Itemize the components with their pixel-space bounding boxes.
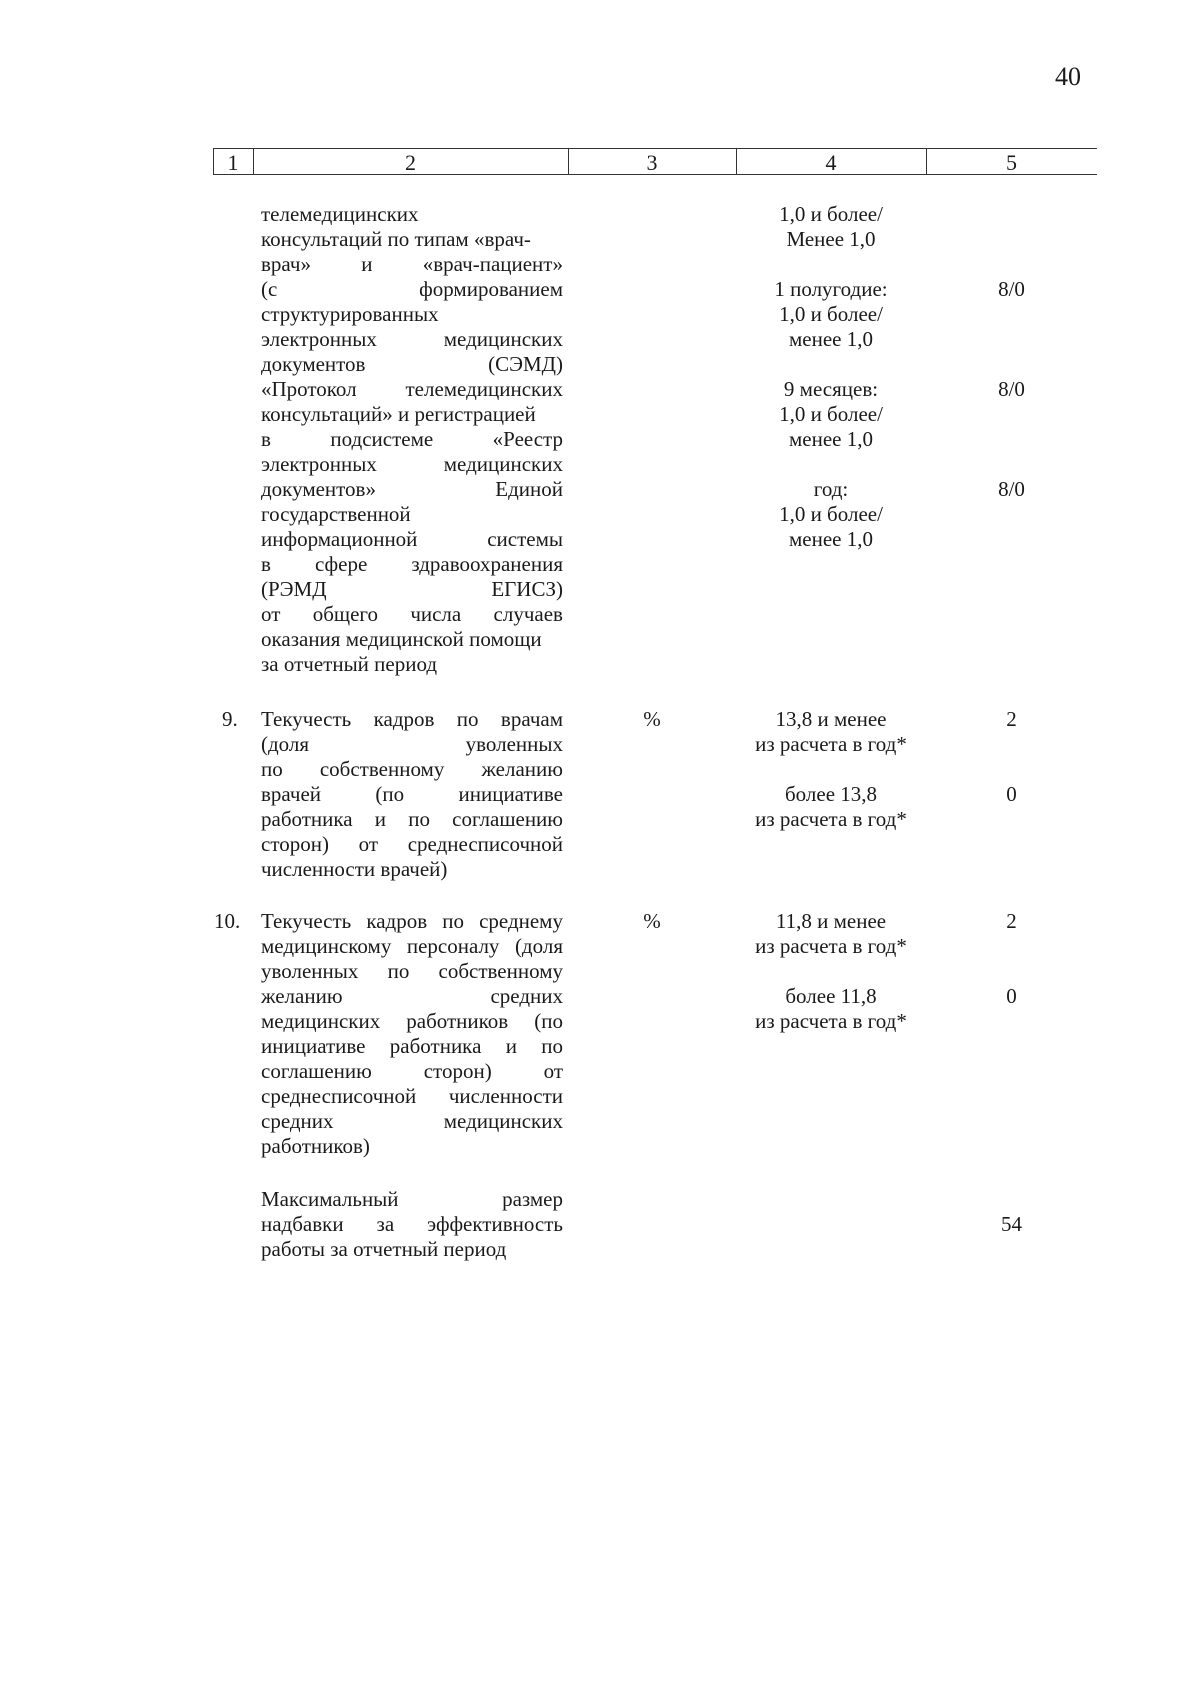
header-cell-4: 4 [825, 150, 837, 175]
word: врачей [261, 782, 322, 806]
description-line: работников) [261, 1134, 370, 1158]
word: «Реестр [492, 427, 563, 451]
word: сфере [314, 552, 368, 576]
unit-cell: % [643, 707, 661, 731]
description-line [261, 1009, 563, 1034]
word: и [374, 807, 387, 831]
word: кадров [366, 909, 428, 933]
description-line [261, 732, 563, 757]
word: ЕГИСЗ) [491, 577, 563, 601]
word: от [543, 1059, 563, 1083]
description-line [261, 277, 563, 302]
word: среднему [479, 909, 563, 933]
description-line: консультаций по типам «врач- [261, 227, 531, 251]
word: размер [502, 1187, 563, 1211]
score-cell: 54 [1001, 1212, 1022, 1236]
word: (по [375, 782, 405, 806]
criteria-line: менее 1,0 [789, 327, 873, 351]
word: инициативе [261, 1034, 366, 1058]
word: среднесписочной [407, 832, 563, 856]
word: медицинских [443, 452, 563, 476]
word: сторон) [261, 832, 329, 856]
word: случаев [493, 602, 563, 626]
criteria-line: 1,0 и более/ [779, 402, 883, 426]
word: соглашению [261, 1059, 372, 1083]
score-cell: 8/0 [998, 377, 1025, 401]
word: желанию [261, 984, 343, 1008]
word: по [442, 909, 464, 933]
description-line: за отчетный период [261, 652, 438, 676]
word: соглашению [452, 807, 563, 831]
description-line: государственной [261, 502, 411, 526]
criteria-line: из расчета в год* [755, 732, 907, 756]
description-line [261, 352, 563, 377]
word: медицинских [443, 1109, 563, 1133]
description-line [261, 577, 563, 602]
description-line [261, 452, 563, 477]
description-line: оказания медицинской помощи [261, 627, 542, 651]
word: численности [448, 1084, 563, 1108]
criteria-line: более 11,8 [785, 984, 877, 1008]
word: по [261, 757, 283, 781]
word: сторон) [423, 1059, 492, 1083]
word: телемедицинских [405, 377, 563, 401]
word: по [408, 807, 430, 831]
header-cell-5: 5 [1006, 150, 1017, 175]
word: собственному [438, 959, 563, 983]
word: по [456, 707, 479, 731]
description-line [261, 1187, 563, 1212]
word: персоналу [406, 934, 500, 958]
criteria-line: 11,8 и менее [775, 909, 887, 933]
word: документов [261, 352, 366, 376]
description-line: структурированных [261, 302, 439, 326]
word: кадров [373, 707, 435, 731]
word: медицинскому [261, 934, 392, 958]
word: уволенных [465, 732, 563, 756]
word: электронных [261, 327, 377, 351]
score-cell: 8/0 [998, 277, 1025, 301]
description-line [261, 782, 563, 807]
word: системы [487, 527, 563, 551]
score-cell: 8/0 [998, 477, 1025, 501]
criteria-line: 1,0 и более/ [779, 502, 883, 526]
description-line [261, 327, 563, 352]
score-cell: 2 [1006, 909, 1017, 933]
word: работника [261, 807, 353, 831]
description-line [261, 427, 563, 452]
score-cell: 2 [1006, 707, 1017, 731]
criteria-line: 1,0 и более/ [779, 302, 883, 326]
word: «Протокол [261, 377, 357, 401]
description-line [261, 527, 563, 552]
word: подсистеме [330, 427, 434, 451]
word: за [376, 1212, 395, 1236]
row-number: 10. [214, 909, 241, 933]
description-line [261, 807, 563, 832]
word: по [541, 1034, 563, 1058]
word: общего [312, 602, 378, 626]
description-line [261, 959, 563, 984]
description-line [261, 934, 563, 959]
criteria-line: из расчета в год* [755, 934, 907, 958]
criteria-line: из расчета в год* [755, 1009, 907, 1033]
word: работников [406, 1009, 509, 1033]
word: (СЭМД) [488, 352, 563, 376]
header-top-rule [213, 148, 1097, 149]
score-cell: 0 [1006, 782, 1017, 806]
description-line [261, 1059, 563, 1084]
word: Текучесть [261, 707, 352, 731]
description-line: численности врачей) [261, 857, 448, 881]
word: эффективность [427, 1212, 563, 1236]
description-line: телемедицинских [261, 202, 419, 226]
word: желанию [481, 757, 563, 781]
word: от [261, 602, 281, 626]
criteria-line: из расчета в год* [755, 807, 907, 831]
word: уволенных [261, 959, 359, 983]
table-header-row [213, 148, 1097, 176]
criteria-line: менее 1,0 [789, 527, 873, 551]
word: (РЭМД [261, 577, 327, 601]
description-line [261, 1084, 563, 1109]
word: Текучесть [261, 909, 352, 933]
description-line [261, 477, 563, 502]
description-line [261, 1034, 563, 1059]
criteria-line: менее 1,0 [789, 427, 873, 451]
description-line [261, 252, 563, 277]
header-cell-3: 3 [646, 150, 658, 175]
word: (доля [514, 934, 563, 958]
unit-cell: % [643, 909, 661, 933]
description-line [261, 552, 563, 577]
header-cell-2: 2 [405, 150, 416, 175]
description-line: работы за отчетный период [261, 1237, 507, 1261]
word: собственному [319, 757, 445, 781]
criteria-line: год: [813, 477, 849, 501]
word: Единой [495, 477, 563, 501]
criteria-line: более 13,8 [784, 782, 878, 806]
word: Максимальный [261, 1187, 399, 1211]
word: врачам [500, 707, 563, 731]
description-line [261, 602, 563, 627]
word: надбавки [261, 1212, 344, 1236]
criteria-line: 13,8 и менее [775, 707, 887, 731]
description-line [261, 832, 563, 857]
word: здравоохранения [411, 552, 563, 576]
word: медицинских [261, 1009, 381, 1033]
word: электронных [261, 452, 377, 476]
description-line [261, 377, 563, 402]
page-number: 40 [1055, 62, 1081, 91]
word: в [261, 427, 271, 451]
word: и [505, 1034, 517, 1058]
word: и [361, 252, 373, 276]
word: «врач-пациент» [422, 252, 563, 276]
criteria-line: 1 полугодие: [774, 277, 888, 301]
word: врач» [261, 252, 311, 276]
word: (по [534, 1009, 563, 1033]
word: числа [410, 602, 462, 626]
description-line [261, 707, 563, 732]
description-line [261, 909, 563, 934]
word: (с [261, 277, 278, 301]
description-line [261, 1212, 563, 1237]
word: документов» [261, 477, 376, 501]
word: по [387, 959, 410, 983]
criteria-line: 9 месяцев: [783, 377, 879, 401]
word: информационной [261, 527, 418, 551]
word: в [261, 552, 271, 576]
word: инициативе [458, 782, 563, 806]
score-cell: 0 [1006, 984, 1017, 1008]
word: формированием [419, 277, 563, 301]
word: (доля [261, 732, 310, 756]
word: от [358, 832, 379, 856]
word: медицинских [443, 327, 563, 351]
description-line [261, 984, 563, 1009]
header-cell-1: 1 [227, 150, 239, 175]
word: работника [389, 1034, 482, 1058]
criteria-line: 1,0 и более/ [779, 202, 883, 226]
row-number: 9. [222, 707, 238, 731]
word: средних [261, 1109, 334, 1133]
description-line: консультаций» и регистрацией [261, 402, 536, 426]
description-line [261, 1109, 563, 1134]
description-line [261, 757, 563, 782]
word: среднесписочной [261, 1084, 417, 1108]
word: средних [490, 984, 563, 1008]
criteria-line: Менее 1,0 [786, 227, 876, 251]
